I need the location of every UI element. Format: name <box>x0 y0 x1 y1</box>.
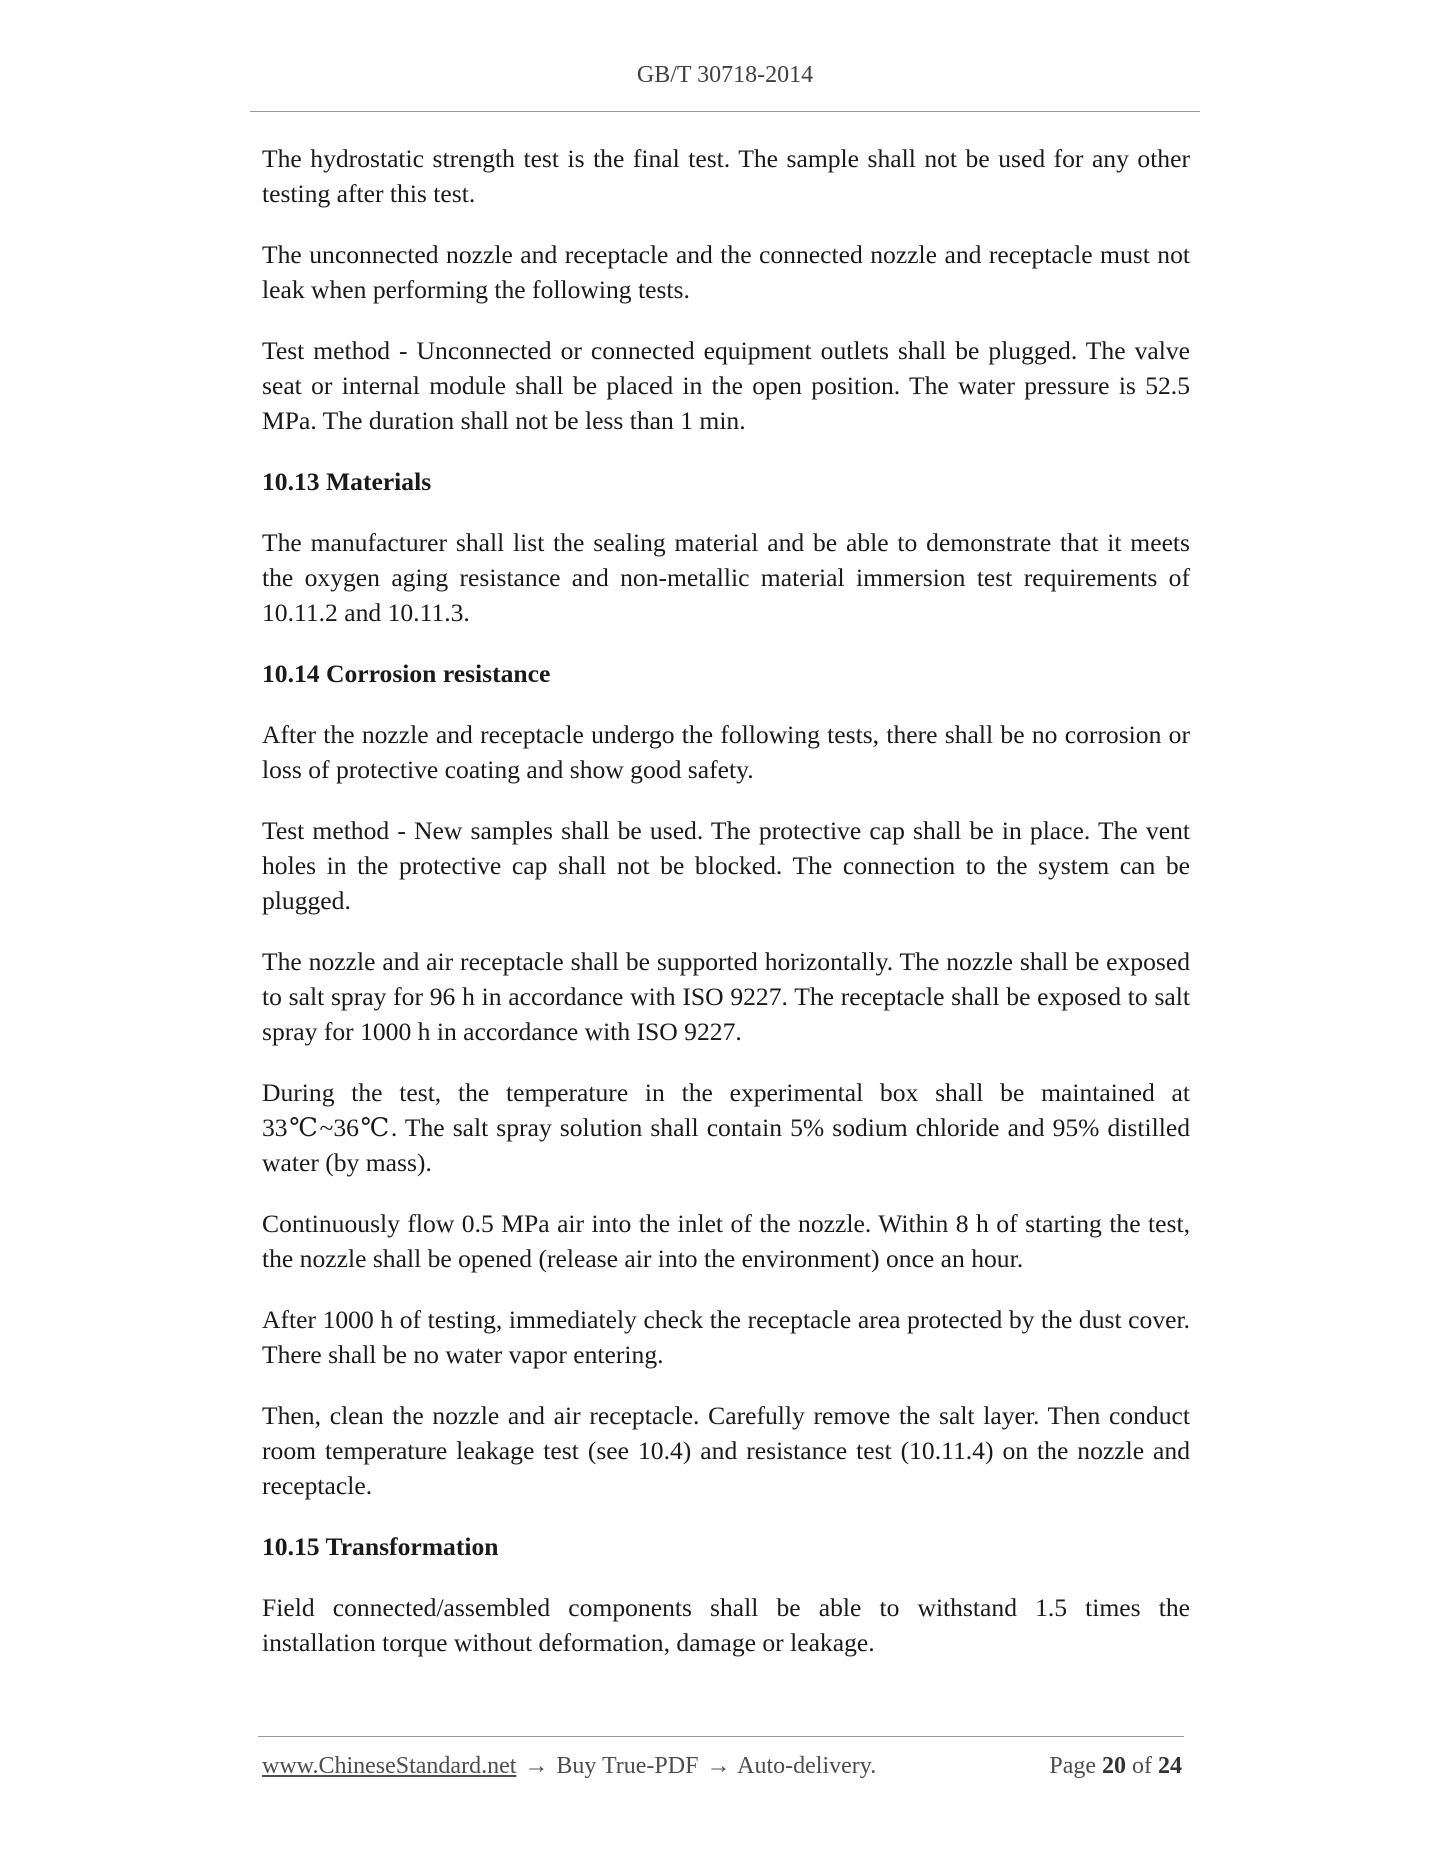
paragraph: The manufacturer shall list the sealing material and be able to demonstrate that it meets the oxygen aging resistance and non-metallic material immersion test requirements of 10.11.2 and 10.11.3. <box>262 528 1190 627</box>
page-header-standard-code: GB/T 30718-2014 <box>636 62 814 88</box>
page-label: Page <box>1049 1753 1096 1779</box>
section-heading-corrosion-resistance: 10.14 Corrosion resistance <box>262 659 551 688</box>
paragraph: Then, clean the nozzle and air receptacle. Carefully remove the salt layer. Then conduct room temperature leakage test (see 10.4) and resistance test (10.11.4) on the nozzle and receptacle. <box>262 1401 1190 1500</box>
page-total-number: 24 <box>1158 1753 1182 1779</box>
footer-divider <box>258 1736 1184 1737</box>
arrow-right-icon: → <box>706 1753 731 1779</box>
paragraph: The hydrostatic strength test is the final test. The sample shall not be used for any other testing after this test. <box>262 144 1190 208</box>
section-heading-transformation: 10.15 Transformation <box>262 1532 499 1561</box>
of-label: of <box>1132 1753 1152 1779</box>
paragraph: The unconnected nozzle and receptacle and the connected nozzle and receptacle must not leak when performing the following tests. <box>262 240 1190 304</box>
paragraph: Field connected/assembled components shall be able to withstand 1.5 times the installation torque without deformation, damage or leakage. <box>262 1593 1190 1657</box>
header-divider <box>250 111 1200 112</box>
auto-delivery-text: Auto-delivery. <box>737 1753 877 1779</box>
paragraph: Test method - Unconnected or connected equipment outlets shall be plugged. The valve seat or internal module shall be placed in the open position. The water pressure is 52.5 MPa. The duration shall not be less than 1 min. <box>262 336 1190 435</box>
section-heading-materials: 10.13 Materials <box>262 467 432 496</box>
paragraph: During the test, the temperature in the experimental box shall be maintained at 33℃~36℃. The salt spray solution shall contain 5% sodium chloride and 95% distilled water (by mass). <box>262 1078 1190 1177</box>
paragraph: Test method - New samples shall be used. The protective cap shall be in place. The vent holes in the protective cap shall not be blocked. The connection to the system can be plugged. <box>262 816 1190 915</box>
buy-true-pdf-text: Buy True-PDF <box>556 1753 699 1779</box>
arrow-right-icon: → <box>524 1753 549 1779</box>
document-body <box>262 141 1190 1686</box>
paragraph: The nozzle and air receptacle shall be supported horizontally. The nozzle shall be exposed to salt spray for 96 h in accordance with ISO 9227. The receptacle shall be exposed to salt spray for 1000 h in accordance with ISO 9227. <box>262 947 1190 1046</box>
paragraph: After the nozzle and receptacle undergo the following tests, there shall be no corrosion or loss of protective coating and show good safety. <box>262 720 1190 784</box>
page-current-number: 20 <box>1102 1753 1126 1779</box>
page-indicator <box>1049 1753 1182 1780</box>
paragraph: Continuously flow 0.5 MPa air into the inlet of the nozzle. Within 8 h of starting the test, the nozzle shall be opened (release air into the environment) once an hour. <box>262 1209 1190 1273</box>
paragraph: After 1000 h of testing, immediately check the receptacle area protected by the dust cover. There shall be no water vapor entering. <box>262 1305 1190 1369</box>
footer-promo <box>262 1753 876 1780</box>
site-link[interactable]: www.ChineseStandard.net <box>262 1753 517 1779</box>
